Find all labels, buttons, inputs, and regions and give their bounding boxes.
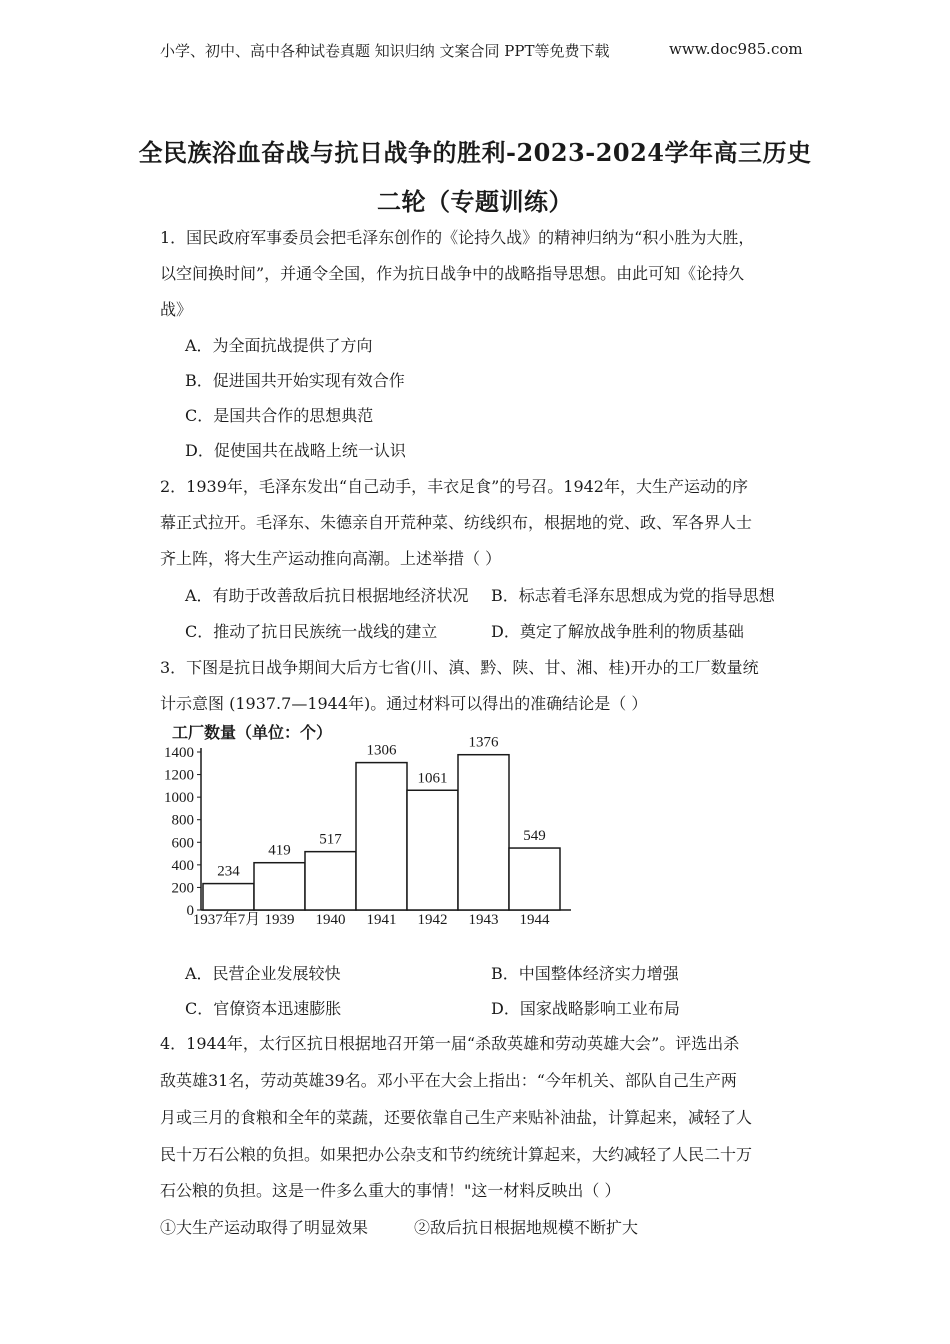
x-tick-label-1937年7月: 1937年7月 xyxy=(192,912,261,928)
q4-stem-line-3: 月或三月的食粮和全年的菜蔬，还要依靠自己生产来贴补油盐，计算起来，减轻了人 xyxy=(160,1108,753,1127)
y-tick-label-1400: 1400 xyxy=(164,745,194,761)
bar-1940 xyxy=(305,852,356,910)
x-tick-label-1939: 1939 xyxy=(264,912,295,928)
bar-value-label-1937年7月: 234 xyxy=(217,863,240,880)
bar-1937年7月 xyxy=(203,884,254,910)
x-tick-label-1943: 1943 xyxy=(468,912,499,928)
q1-option-a[interactable]: A．为全面抗战提供了方向 xyxy=(185,336,373,355)
q1-stem-line-1: 1．国民政府军事委员会把毛泽东创作的《论持久战》的精神归纳为“积小胜为大胜， xyxy=(160,228,755,247)
q2-stem-line-1: 2．1939年，毛泽东发出“自己动手，丰衣足食”的号召。1942年，大生产运动的序 xyxy=(160,477,748,496)
y-tick-label-800: 800 xyxy=(171,812,194,829)
q1-option-b[interactable]: B．促进国共开始实现有效合作 xyxy=(185,371,405,390)
bar-1944 xyxy=(509,848,560,910)
bar-value-label-1942: 1061 xyxy=(417,770,448,787)
x-tick-label-1942: 1942 xyxy=(417,912,448,928)
q2-option-c[interactable]: C．推动了抗日民族统一战线的建立 xyxy=(185,622,438,641)
q2-stem-line-3: 齐上阵，将大生产运动推向高潮。上述举措（ ） xyxy=(160,549,502,568)
q4-statement-2: ②敌后抗日根据地规模不断扩大 xyxy=(414,1218,639,1237)
q4-stem-line-4: 民十万石公粮的负担。如果把办公杂支和节约统统计算起来，大约减轻了人民二十万 xyxy=(160,1145,753,1164)
q3-option-d[interactable]: D．国家战略影响工业布局 xyxy=(491,999,680,1018)
chart-title: 工厂数量（单位：个） xyxy=(172,725,333,742)
header-promo-text: 小学、初中、高中各种试卷真题 知识归纳 文案合同 PPT等免费下载 xyxy=(160,42,610,60)
y-tick-label-600: 600 xyxy=(171,835,194,852)
q3-option-a[interactable]: A．民营企业发展较快 xyxy=(185,964,341,983)
document-title-line-1: 全民族浴血奋战与抗日战争的胜利-2023-2024学年高三历史 xyxy=(138,138,812,167)
q3-option-b[interactable]: B．中国整体经济实力增强 xyxy=(491,964,679,983)
bar-1941 xyxy=(356,763,407,910)
q3-option-c[interactable]: C．官僚资本迅速膨胀 xyxy=(185,999,342,1018)
document-title-line-2: 二轮（专题训练） xyxy=(377,187,573,216)
y-tick-label-0: 0 xyxy=(186,903,194,919)
q1-option-d[interactable]: D．促使国共在战略上统一认识 xyxy=(185,441,406,460)
q3-stem-line-1: 3．下图是抗日战争期间大后方七省(川、滇、黔、陕、甘、湘、桂)开办的工厂数量统 xyxy=(160,658,759,677)
bar-1942 xyxy=(407,790,458,910)
bar-value-label-1940: 517 xyxy=(319,831,342,848)
q1-stem-line-2: 以空间换时间”，并通令全国，作为抗日战争中的战略指导思想。由此可知《论持久 xyxy=(160,264,745,283)
y-tick-label-1200: 1200 xyxy=(164,767,194,784)
q1-stem-line-3: 战》 xyxy=(160,300,193,319)
q2-option-a[interactable]: A．有助于改善敌后抗日根据地经济状况 xyxy=(185,586,469,605)
bar-1943 xyxy=(458,755,509,910)
q2-option-d[interactable]: D．奠定了解放战争胜利的物质基础 xyxy=(491,622,744,641)
bar-value-label-1941: 1306 xyxy=(366,742,397,759)
q3-stem-line-2: 计示意图 (1937.7—1944年)。通过材料可以得出的准确结论是（ ） xyxy=(160,694,648,713)
y-tick-label-200: 200 xyxy=(171,880,194,897)
x-tick-label-1940: 1940 xyxy=(315,912,346,928)
bar-1939 xyxy=(254,863,305,910)
bar-value-label-1944: 549 xyxy=(523,828,546,845)
x-tick-label-1941: 1941 xyxy=(366,912,397,928)
x-tick-label-1944: 1944 xyxy=(519,912,550,928)
q4-stem-line-5: 石公粮的负担。这是一件多么重大的事情！"这一材料反映出（ ） xyxy=(160,1181,621,1200)
q2-stem-line-2: 幕正式拉开。毛泽东、朱德亲自开荒种菜、纺线织布，根据地的党、政、军各界人士 xyxy=(160,513,753,532)
q4-stem-line-1: 4．1944年，太行区抗日根据地召开第一届“杀敌英雄和劳动英雄大会”。评选出杀 xyxy=(160,1034,740,1053)
q2-option-b[interactable]: B．标志着毛泽东思想成为党的指导思想 xyxy=(491,586,775,605)
bar-value-label-1943: 1376 xyxy=(468,734,499,751)
header-url[interactable]: www.doc985.com xyxy=(669,40,803,58)
q4-statement-1: ①大生产运动取得了明显效果 xyxy=(160,1218,369,1237)
bar-value-label-1939: 419 xyxy=(268,842,291,859)
q4-stem-line-2: 敌英雄31名，劳动英雄39名。邓小平在大会上指出：“今年机关、部队自己生产两 xyxy=(160,1071,737,1090)
y-tick-label-400: 400 xyxy=(171,857,194,874)
y-tick-label-1000: 1000 xyxy=(164,790,194,807)
q1-option-c[interactable]: C．是国共合作的思想典范 xyxy=(185,406,374,425)
